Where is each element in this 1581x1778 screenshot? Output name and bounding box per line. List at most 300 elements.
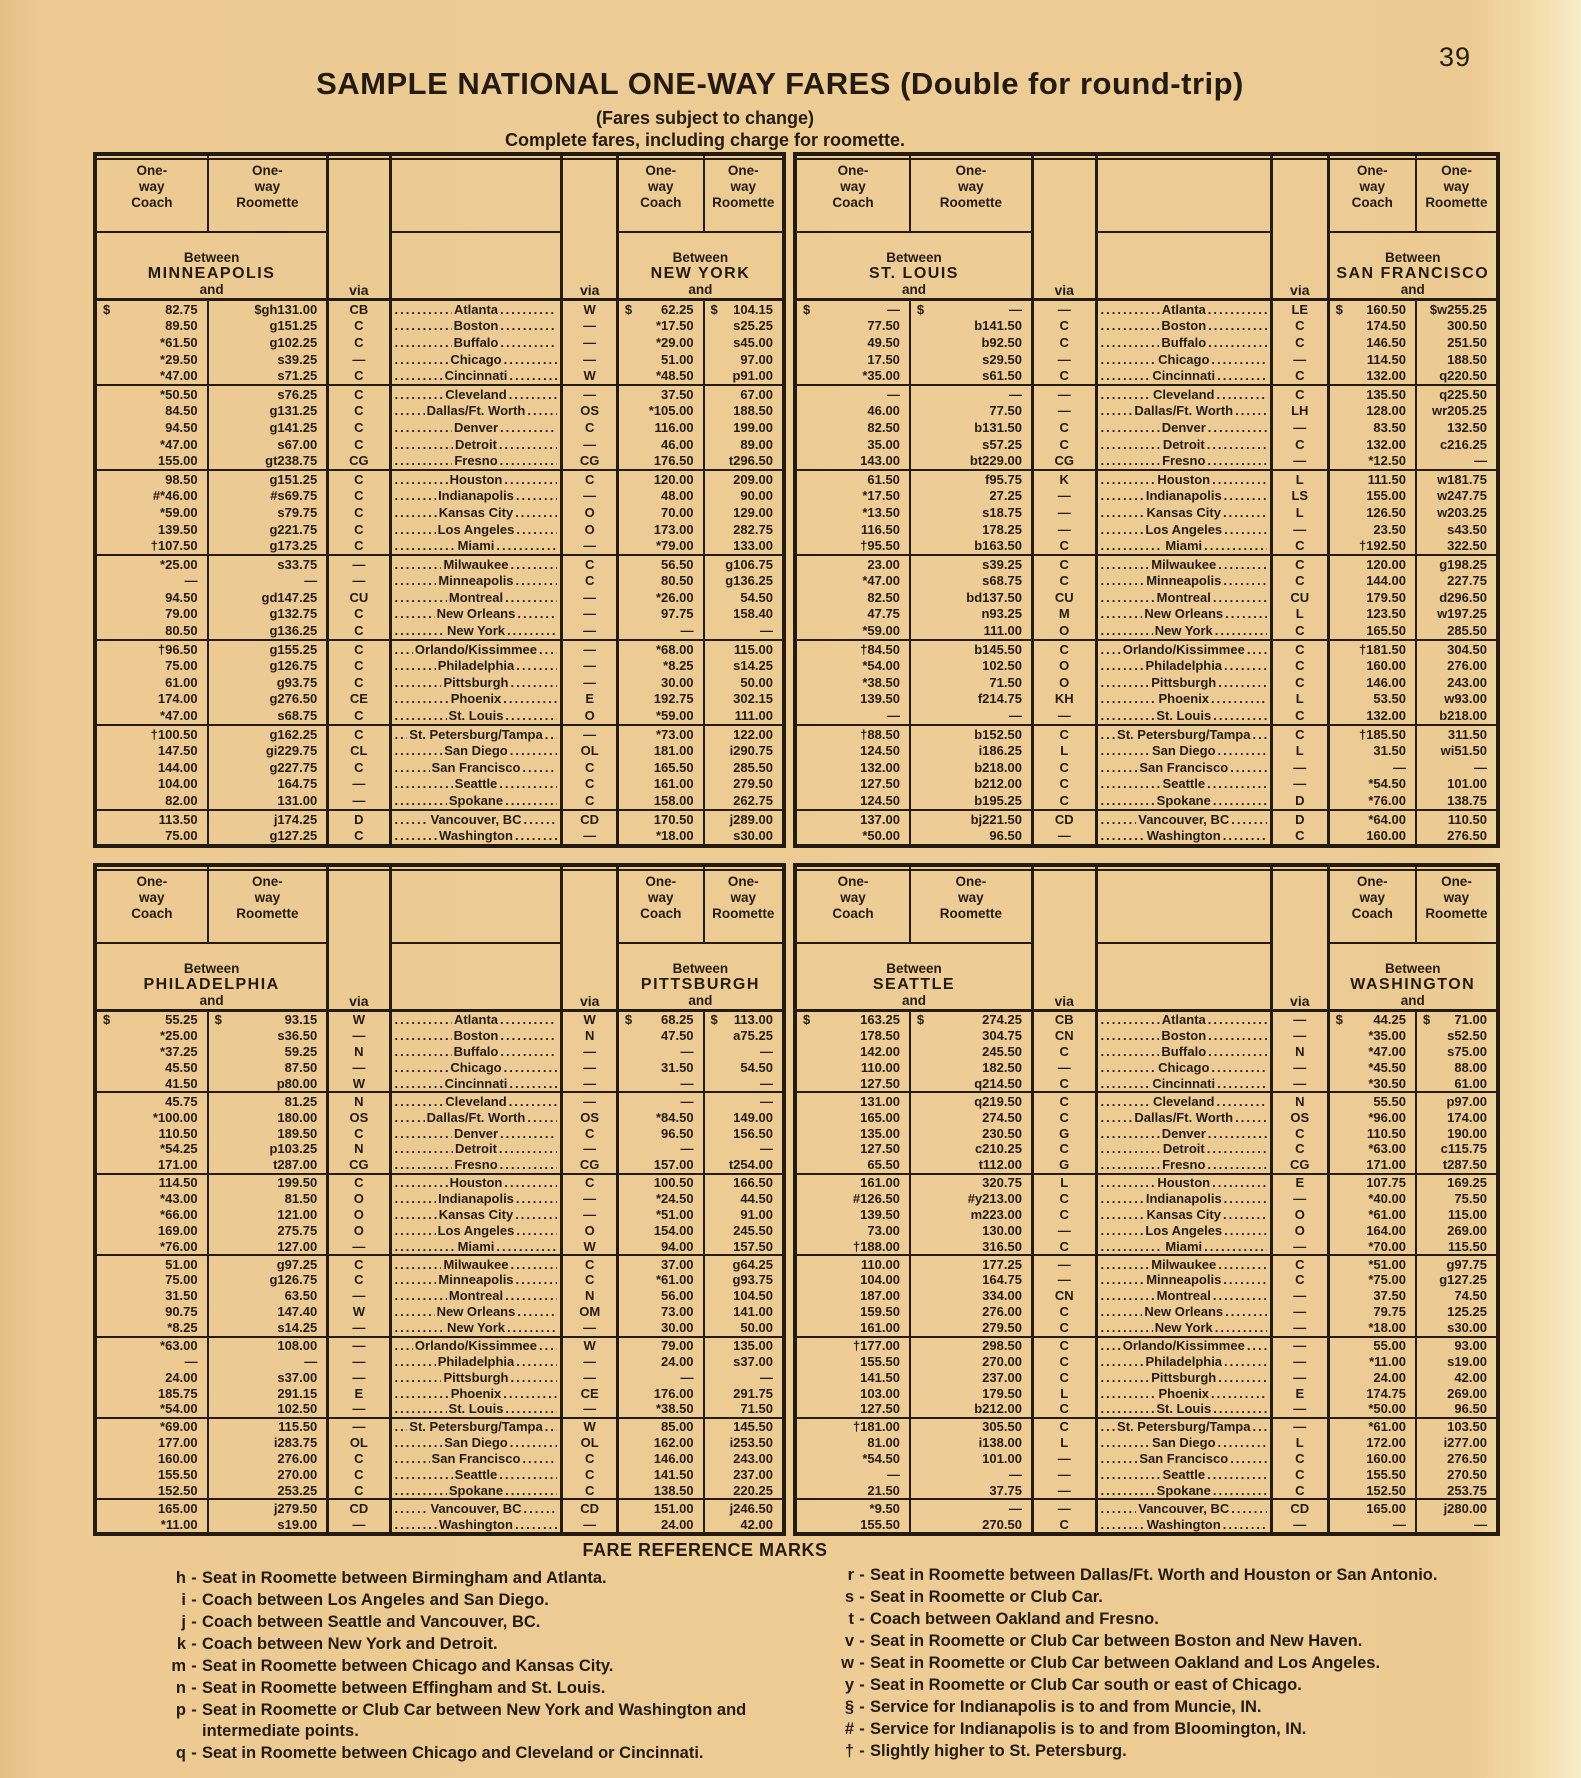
fare-amount: 245.50 bbox=[982, 1044, 1022, 1060]
city-cell bbox=[1098, 827, 1273, 844]
right-coach-fare bbox=[619, 1256, 705, 1272]
dot-leader-left bbox=[1101, 472, 1156, 487]
dot-leader-right bbox=[1225, 606, 1267, 621]
dot-leader-right bbox=[515, 505, 557, 520]
fare-amount: *8.25 bbox=[663, 658, 694, 674]
city-cell bbox=[392, 792, 564, 809]
fare-amount: 50.00 bbox=[740, 1320, 773, 1336]
left-via-cell: C bbox=[1034, 1238, 1098, 1254]
fare-amount: 170.50 bbox=[653, 811, 694, 827]
left-roomette-header-line: One- bbox=[252, 163, 283, 178]
fare-amount: *51.00 bbox=[655, 1206, 694, 1222]
city-cell bbox=[1098, 1012, 1273, 1028]
dot-leader-left bbox=[1101, 1126, 1160, 1141]
right-roomette-fare bbox=[1417, 742, 1496, 759]
fare-amount: 165.50 bbox=[653, 759, 694, 775]
left-roomette-fare bbox=[911, 1516, 1034, 1532]
dot-leader-right bbox=[505, 708, 557, 723]
dot-leader-left bbox=[1101, 403, 1133, 418]
city-label: Los Angeles bbox=[437, 1222, 515, 1238]
city-cell bbox=[1098, 504, 1273, 521]
fare-amount: *43.00 bbox=[160, 1191, 198, 1207]
reference-mark-symbol: h bbox=[175, 1569, 186, 1587]
city-cell bbox=[1098, 1482, 1273, 1498]
city-label: New Orleans bbox=[436, 606, 516, 622]
fare-amount: *47.00 bbox=[862, 573, 900, 589]
left-roomette-header-line: way bbox=[254, 179, 281, 194]
right-coach-fare bbox=[619, 1222, 705, 1238]
fare-amount: *59.00 bbox=[160, 504, 198, 520]
left-via-cell: C bbox=[1034, 367, 1098, 384]
fare-amount: 93.15 bbox=[284, 1012, 318, 1028]
left-coach-fare bbox=[97, 726, 209, 743]
left-via-cell: — bbox=[1034, 1060, 1098, 1076]
right-via-cell: — bbox=[563, 1401, 618, 1417]
right-via-cell: C bbox=[1273, 573, 1330, 590]
left-coach-fare bbox=[797, 1060, 911, 1076]
fare-row bbox=[97, 452, 782, 469]
right-coach-header-line: One- bbox=[1356, 163, 1388, 178]
right-coach-fare bbox=[619, 622, 705, 639]
city-cell bbox=[1098, 1076, 1273, 1092]
right-roomette-fare bbox=[705, 488, 782, 505]
city-label: St. Petersburg/Tampa bbox=[409, 726, 543, 742]
city-label: Atlanta bbox=[1161, 301, 1206, 317]
left-roomette-fare bbox=[209, 488, 330, 505]
fare-amount: *35.00 bbox=[1368, 1028, 1406, 1044]
between-label: Between bbox=[1384, 961, 1441, 976]
left-via-cell: C bbox=[1034, 1141, 1098, 1157]
left-via-cell: C bbox=[329, 386, 391, 403]
dot-leader-right bbox=[1207, 1141, 1267, 1156]
left-coach-fare bbox=[97, 589, 209, 606]
dot-leader-left bbox=[395, 623, 445, 638]
right-via-cell: CE bbox=[563, 1385, 618, 1401]
city-label: Orlando/Kissimmee bbox=[414, 1337, 538, 1353]
fare-amount: *54.50 bbox=[1368, 776, 1406, 792]
right-coach-fare bbox=[1330, 573, 1417, 590]
left-roomette-fare bbox=[911, 1482, 1034, 1498]
right-roomette-fare bbox=[705, 419, 782, 436]
dot-leader-right bbox=[509, 1094, 558, 1109]
right-via-cell: — bbox=[1273, 1353, 1330, 1369]
right-roomette-fare bbox=[1417, 403, 1496, 420]
dot-leader-left bbox=[1101, 1028, 1160, 1043]
left-coach-fare bbox=[797, 707, 911, 724]
left-via-cell: CG bbox=[1034, 452, 1098, 469]
fare-row bbox=[97, 1304, 782, 1320]
city-cell bbox=[392, 301, 564, 318]
fare-amount: 71.00 bbox=[1454, 1012, 1487, 1028]
left-coach-fare bbox=[797, 318, 911, 335]
right-coach-fare bbox=[1330, 691, 1417, 708]
right-coach-fare bbox=[619, 641, 705, 658]
fare-amount: — bbox=[1008, 301, 1022, 317]
left-via-header-spacer bbox=[329, 867, 391, 944]
city-label: San Diego bbox=[444, 1435, 508, 1451]
fare-row bbox=[97, 1254, 782, 1272]
fare-amount: 81.50 bbox=[284, 1191, 318, 1207]
fare-amount: — bbox=[759, 623, 773, 639]
dot-leader-left bbox=[1101, 642, 1121, 657]
dot-leader-left bbox=[395, 1483, 447, 1498]
left-roomette-fare bbox=[209, 707, 330, 724]
fare-row bbox=[97, 318, 782, 335]
fare-amount: — bbox=[1392, 1516, 1406, 1532]
dot-leader-right bbox=[510, 1370, 557, 1385]
right-roomette-fare bbox=[705, 403, 782, 420]
right-roomette-fare bbox=[1417, 537, 1496, 554]
left-coach-fare bbox=[797, 827, 911, 844]
city-label: Indianapolis bbox=[438, 1191, 514, 1207]
fare-table-philadelphia-pittsburgh bbox=[93, 863, 786, 1536]
left-roomette-fare bbox=[911, 1256, 1034, 1272]
left-coach-header-line: One- bbox=[136, 163, 168, 178]
left-roomette-fare bbox=[911, 367, 1034, 384]
dot-leader-right bbox=[515, 1517, 558, 1532]
left-roomette-fare bbox=[209, 334, 330, 351]
fare-amount: 88.00 bbox=[1454, 1060, 1487, 1076]
fare-amount: — bbox=[680, 1369, 694, 1385]
table-header bbox=[797, 156, 1496, 301]
table-body bbox=[97, 1012, 782, 1532]
fare-amount: 165.00 bbox=[1366, 1500, 1406, 1516]
city-label: Chicago bbox=[1158, 1060, 1210, 1076]
left-via-cell: C bbox=[329, 759, 391, 776]
fare-amount: 162.00 bbox=[653, 1435, 694, 1451]
right-coach-fare bbox=[1330, 1076, 1417, 1092]
fare-row bbox=[797, 1125, 1496, 1141]
right-via-cell: — bbox=[1273, 1516, 1330, 1532]
city-cell bbox=[1098, 452, 1273, 469]
right-via-cell: — bbox=[1273, 1076, 1330, 1092]
right-via-cell: — bbox=[1273, 452, 1330, 469]
right-roomette-fare bbox=[1417, 1222, 1496, 1238]
left-via-cell: C bbox=[1034, 1109, 1098, 1125]
left-roomette-header-line: Roomette bbox=[236, 195, 299, 210]
right-via-cell: OS bbox=[563, 1109, 618, 1125]
right-via-cell: C bbox=[1273, 556, 1330, 573]
fare-amount: 123.50 bbox=[1366, 606, 1406, 622]
fare-amount: 50.00 bbox=[740, 674, 773, 690]
left-via-cell: C bbox=[329, 1175, 391, 1191]
left-roomette-fare bbox=[209, 657, 330, 674]
fare-amount: s45.00 bbox=[733, 334, 773, 350]
right-roomette-fare bbox=[705, 1256, 782, 1272]
right-roomette-fare bbox=[1417, 1338, 1496, 1354]
dot-leader-left bbox=[1101, 1501, 1137, 1516]
dollar-sign: $ bbox=[1335, 1012, 1343, 1028]
right-via-cell: C bbox=[1273, 367, 1330, 384]
left-coach-fare bbox=[97, 1044, 209, 1060]
fare-amount: f214.75 bbox=[977, 691, 1022, 707]
left-roomette-fare bbox=[911, 1451, 1034, 1467]
fare-amount: n93.25 bbox=[981, 606, 1022, 622]
left-roomette-fare bbox=[911, 622, 1034, 639]
dot-leader-right bbox=[1224, 522, 1267, 537]
fare-amount: 37.50 bbox=[661, 386, 694, 402]
right-roomette-fare bbox=[705, 1320, 782, 1336]
fare-amount: 164.00 bbox=[1366, 1222, 1406, 1238]
right-coach-fare bbox=[1330, 657, 1417, 674]
fare-amount: 237.00 bbox=[733, 1466, 773, 1482]
city-cell bbox=[392, 674, 564, 691]
left-roomette-fare bbox=[911, 334, 1034, 351]
left-roomette-fare bbox=[911, 1419, 1034, 1435]
fare-amount: 300.50 bbox=[1447, 318, 1487, 334]
fare-row bbox=[797, 469, 1496, 488]
dot-leader-right bbox=[499, 437, 558, 452]
fare-row bbox=[797, 776, 1496, 793]
right-via-cell: — bbox=[563, 622, 618, 639]
right-coach-fare bbox=[1330, 301, 1417, 318]
left-coach-header bbox=[97, 867, 209, 944]
dot-leader-right bbox=[504, 1060, 558, 1075]
dot-leader-right bbox=[500, 335, 557, 350]
dot-leader-right bbox=[1218, 1257, 1267, 1272]
right-via-cell: — bbox=[563, 606, 618, 623]
fare-amount: 177.00 bbox=[157, 1435, 198, 1451]
right-coach-fare bbox=[619, 1141, 705, 1157]
fare-amount: f95.75 bbox=[985, 471, 1022, 487]
fare-amount: 80.50 bbox=[661, 573, 694, 589]
page-title: SAMPLE NATIONAL ONE-WAY FARES (Double for round-trip) bbox=[316, 66, 1244, 101]
left-roomette-fare bbox=[209, 1175, 330, 1191]
fare-amount: s33.75 bbox=[277, 556, 318, 572]
fare-amount: †185.50 bbox=[1358, 726, 1406, 742]
left-roomette-fare bbox=[209, 367, 330, 384]
left-coach-fare bbox=[97, 1222, 209, 1238]
right-via-cell: L bbox=[1273, 606, 1330, 623]
right-coach-fare bbox=[1330, 318, 1417, 335]
right-roomette-header bbox=[705, 867, 782, 944]
dot-leader-left bbox=[395, 387, 444, 402]
right-coach-header-line: Coach bbox=[1351, 906, 1393, 921]
fare-amount: 54.50 bbox=[740, 1060, 773, 1076]
city-label: Kansas City bbox=[438, 504, 514, 520]
left-coach-fare bbox=[797, 1304, 911, 1320]
left-via-cell: O bbox=[1034, 657, 1098, 674]
right-roomette-fare bbox=[705, 1207, 782, 1223]
between-right bbox=[619, 937, 782, 1012]
fare-amount: 113.00 bbox=[733, 1012, 773, 1028]
fare-amount: 79.00 bbox=[165, 606, 198, 622]
left-coach-fare bbox=[797, 334, 911, 351]
left-roomette-fare bbox=[911, 827, 1034, 844]
left-coach-fare bbox=[797, 657, 911, 674]
left-roomette-fare bbox=[209, 452, 330, 469]
dot-leader-right bbox=[496, 1239, 557, 1254]
right-via-cell: W bbox=[563, 1238, 618, 1254]
dollar-sign: $ bbox=[803, 301, 811, 317]
city-cell bbox=[392, 386, 564, 403]
right-roomette-header-line: Roomette bbox=[712, 195, 775, 210]
fare-amount: gi229.75 bbox=[265, 743, 318, 759]
city-label: Denver bbox=[453, 1125, 499, 1141]
right-via-cell: D bbox=[1273, 792, 1330, 809]
reference-mark-text: Seat in Roomette between Effingham and St. Louis. bbox=[202, 1679, 606, 1697]
fare-amount: 85.00 bbox=[661, 1419, 694, 1435]
fare-amount: 127.50 bbox=[860, 1075, 900, 1091]
left-roomette-header-line: Roomette bbox=[236, 906, 299, 921]
left-roomette-header-line: way bbox=[958, 179, 984, 194]
city-label: New York bbox=[446, 1320, 505, 1336]
right-coach-fare bbox=[619, 318, 705, 335]
fare-amount: i290.75 bbox=[729, 743, 773, 759]
left-roomette-fare bbox=[911, 318, 1034, 335]
dot-leader-right bbox=[1217, 368, 1267, 383]
dot-leader-left bbox=[395, 1467, 453, 1482]
left-roomette-fare bbox=[209, 1516, 330, 1532]
right-roomette-fare bbox=[705, 1304, 782, 1320]
city-cell bbox=[1098, 622, 1273, 639]
fare-row bbox=[97, 554, 782, 573]
fare-amount: 110.50 bbox=[1447, 811, 1487, 827]
left-via-cell: — bbox=[329, 1338, 391, 1354]
left-roomette-header-line: One- bbox=[252, 874, 283, 889]
right-coach-fare bbox=[1330, 488, 1417, 505]
fare-amount: 188.50 bbox=[733, 403, 773, 419]
city-cell bbox=[392, 1044, 564, 1060]
right-via-cell: — bbox=[1273, 776, 1330, 793]
fare-amount: g141.25 bbox=[269, 419, 318, 435]
fare-amount: 74.50 bbox=[1454, 1288, 1487, 1304]
dot-leader-left bbox=[1101, 1272, 1145, 1287]
fare-amount: †95.50 bbox=[860, 538, 900, 554]
right-roomette-fare bbox=[705, 573, 782, 590]
fare-amount: 31.50 bbox=[661, 1060, 694, 1076]
right-coach-header-line: Coach bbox=[640, 906, 682, 921]
table-body bbox=[797, 301, 1496, 844]
fare-amount: *79.00 bbox=[655, 538, 694, 554]
fare-amount: 188.50 bbox=[1447, 351, 1487, 367]
left-via-cell: OS bbox=[329, 1109, 391, 1125]
reference-mark-symbol: § bbox=[844, 1698, 854, 1716]
left-roomette-fare bbox=[209, 1385, 330, 1401]
left-roomette-fare bbox=[209, 521, 330, 538]
left-coach-fare bbox=[797, 452, 911, 469]
left-via-cell: — bbox=[1034, 1222, 1098, 1238]
fare-amount: 94.50 bbox=[165, 419, 198, 435]
fare-amount: *47.00 bbox=[160, 436, 198, 452]
fare-row bbox=[797, 827, 1496, 844]
fare-amount: 144.00 bbox=[1366, 573, 1406, 589]
dot-leader-left bbox=[395, 437, 454, 452]
right-coach-fare bbox=[619, 1125, 705, 1141]
right-via-cell: N bbox=[563, 1028, 618, 1044]
fare-row bbox=[97, 759, 782, 776]
between-label: Between bbox=[1384, 250, 1441, 265]
fare-amount: s29.50 bbox=[982, 351, 1022, 367]
city-label: Dallas/Ft. Worth bbox=[426, 1109, 526, 1125]
right-via-cell: C bbox=[1273, 1482, 1330, 1498]
city-label: Pittsburgh bbox=[1151, 674, 1217, 690]
fare-amount: 82.50 bbox=[867, 419, 900, 435]
fare-amount: *48.50 bbox=[655, 368, 694, 384]
fare-row bbox=[797, 452, 1496, 469]
right-via-cell: O bbox=[563, 521, 618, 538]
dot-leader-right bbox=[1224, 1223, 1267, 1238]
left-via-cell: CB bbox=[1034, 1012, 1098, 1028]
left-via-cell: — bbox=[329, 1353, 391, 1369]
fare-amount: 243.00 bbox=[1447, 674, 1487, 690]
fare-amount: 82.50 bbox=[867, 589, 900, 605]
right-via-header-spacer bbox=[563, 156, 618, 233]
dot-leader-left bbox=[395, 557, 442, 572]
fare-amount: s37.00 bbox=[277, 1369, 318, 1385]
fare-row bbox=[797, 318, 1496, 335]
fare-amount: *11.00 bbox=[1369, 1353, 1406, 1369]
and-label: and bbox=[901, 282, 926, 297]
dot-leader-right bbox=[1223, 1207, 1267, 1222]
city-label: Montreal bbox=[1156, 589, 1211, 605]
reference-mark-dash: - bbox=[859, 1632, 865, 1650]
left-via-cell: C bbox=[1034, 1207, 1098, 1223]
fare-amount: 138.75 bbox=[1447, 793, 1487, 809]
fare-row bbox=[797, 1369, 1496, 1385]
dot-leader-left bbox=[1101, 387, 1152, 402]
right-via-cell: E bbox=[1273, 1175, 1330, 1191]
city-label: Miami bbox=[457, 1238, 495, 1254]
via-header-right: via bbox=[1273, 937, 1330, 1012]
reference-mark-symbol: y bbox=[844, 1676, 854, 1694]
dot-leader-left bbox=[395, 505, 437, 520]
city-label: Indianapolis bbox=[1145, 1191, 1222, 1207]
fare-amount: 115.00 bbox=[1447, 1206, 1487, 1222]
dot-leader-left bbox=[395, 1060, 449, 1075]
left-coach-fare bbox=[97, 334, 209, 351]
fare-amount: *12.50 bbox=[1368, 453, 1406, 469]
dot-leader-left bbox=[1101, 1141, 1161, 1156]
fare-amount: *25.00 bbox=[160, 556, 198, 572]
fare-amount: 182.50 bbox=[982, 1060, 1022, 1076]
city-label: Seattle bbox=[1162, 776, 1206, 792]
left-via-cell: CG bbox=[329, 452, 391, 469]
city-label: Boston bbox=[1161, 1028, 1207, 1044]
city-label: Philadelphia bbox=[1145, 1353, 1223, 1369]
fare-row bbox=[97, 403, 782, 420]
dot-leader-left bbox=[395, 318, 452, 333]
city-label: Dallas/Ft. Worth bbox=[426, 403, 526, 419]
left-roomette-fare bbox=[911, 1175, 1034, 1191]
fare-amount: g97.75 bbox=[1446, 1256, 1487, 1272]
dot-leader-left bbox=[1101, 573, 1145, 588]
fare-amount: 23.50 bbox=[1373, 521, 1406, 537]
fare-amount: 71.50 bbox=[740, 1401, 773, 1417]
fare-amount: 322.50 bbox=[1447, 538, 1487, 554]
right-roomette-fare bbox=[705, 811, 782, 828]
dot-leader-left bbox=[395, 420, 452, 435]
fare-amount: 159.50 bbox=[860, 1304, 900, 1320]
dot-leader-left bbox=[1101, 1467, 1161, 1482]
right-coach-fare bbox=[1330, 1369, 1417, 1385]
fare-row bbox=[97, 488, 782, 505]
dot-leader-left bbox=[395, 1157, 453, 1172]
fare-amount: 178.50 bbox=[860, 1028, 900, 1044]
left-via-cell: — bbox=[1034, 707, 1098, 724]
right-coach-fare bbox=[1330, 606, 1417, 623]
right-coach-fare bbox=[619, 776, 705, 793]
right-coach-header-line: way bbox=[1359, 890, 1386, 905]
right-via-cell: L bbox=[1273, 471, 1330, 488]
fare-amount: 115.50 bbox=[278, 1419, 318, 1435]
right-roomette-fare bbox=[705, 1435, 782, 1451]
city-cell bbox=[1098, 1044, 1273, 1060]
dot-leader-right bbox=[499, 1141, 558, 1156]
left-via-cell: O bbox=[329, 1191, 391, 1207]
left-via-cell: — bbox=[329, 1369, 391, 1385]
fare-amount: — bbox=[304, 573, 318, 589]
